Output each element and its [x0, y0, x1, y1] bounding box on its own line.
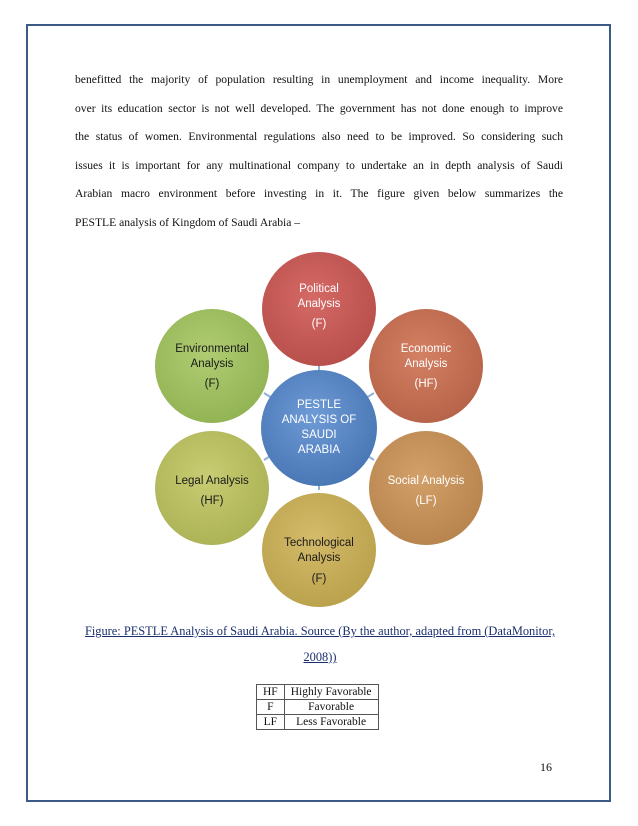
legend-abbr: F [257, 700, 285, 715]
body-line: Arabian macro environment before investing in it. The figure given below summarizes the [75, 187, 563, 201]
social-rating: (LF) [415, 495, 437, 507]
center-line-3: SAUDI [301, 429, 337, 441]
political-line-1: Political [299, 283, 339, 295]
technological-line-1: Technological [284, 537, 354, 549]
caption-line-2: 2008)) [303, 650, 337, 664]
center-line-4: ARABIA [297, 444, 341, 456]
political-line-2: Analysis [297, 298, 341, 310]
legend-table [256, 684, 379, 730]
legend-meaning: Highly Favorable [284, 685, 378, 700]
body-line: benefitted the majority of population resulting in unemployment and income inequality. More [75, 73, 563, 86]
legend-abbr: LF [257, 715, 285, 730]
page-number: 16 [540, 760, 552, 774]
legend-row [257, 715, 379, 730]
technological-line-2: Analysis [297, 552, 341, 564]
social-line-1: Social Analysis [387, 475, 465, 487]
political-rating: (F) [311, 318, 327, 330]
center-line-1: PESTLE [296, 399, 342, 411]
economic-line-2: Analysis [404, 358, 448, 370]
environmental-line-1: Environmental [175, 343, 249, 355]
body-line: the status of women. Environmental regulations also need to be improved. So considering such [75, 130, 563, 144]
center-node [261, 370, 377, 486]
legend-row [257, 685, 379, 700]
legend-abbr: HF [257, 685, 285, 700]
technological-rating: (F) [311, 573, 327, 585]
social-node [369, 431, 483, 545]
economic-node [369, 309, 483, 423]
environmental-line-2: Analysis [190, 358, 234, 370]
legend-meaning: Favorable [284, 700, 378, 715]
figure-caption [70, 624, 570, 665]
caption-line-1: Figure: PESTLE Analysis of Saudi Arabia. Source (By the author, adapted from (DataMonitor, [84, 624, 556, 638]
legend-row [257, 700, 379, 715]
body-line: PESTLE analysis of Kingdom of Saudi Arabia – [75, 215, 301, 229]
legend-meaning: Less Favorable [284, 715, 378, 730]
environmental-rating: (F) [204, 378, 220, 390]
economic-line-1: Economic [400, 343, 452, 355]
body-line: over its education sector is not well developed. The government has not done enough to improve [75, 101, 563, 115]
body-line: issues it is important for any multinational company to undertake an in depth analysis of Saudi [75, 158, 563, 172]
political-node [262, 252, 376, 366]
economic-rating: (HF) [414, 378, 438, 390]
environmental-node [155, 309, 269, 423]
technological-node [262, 493, 376, 607]
legal-line-1: Legal Analysis [175, 475, 249, 487]
legal-node [155, 431, 269, 545]
legal-rating: (HF) [200, 495, 224, 507]
center-line-2: ANALYSIS OF [281, 414, 357, 426]
